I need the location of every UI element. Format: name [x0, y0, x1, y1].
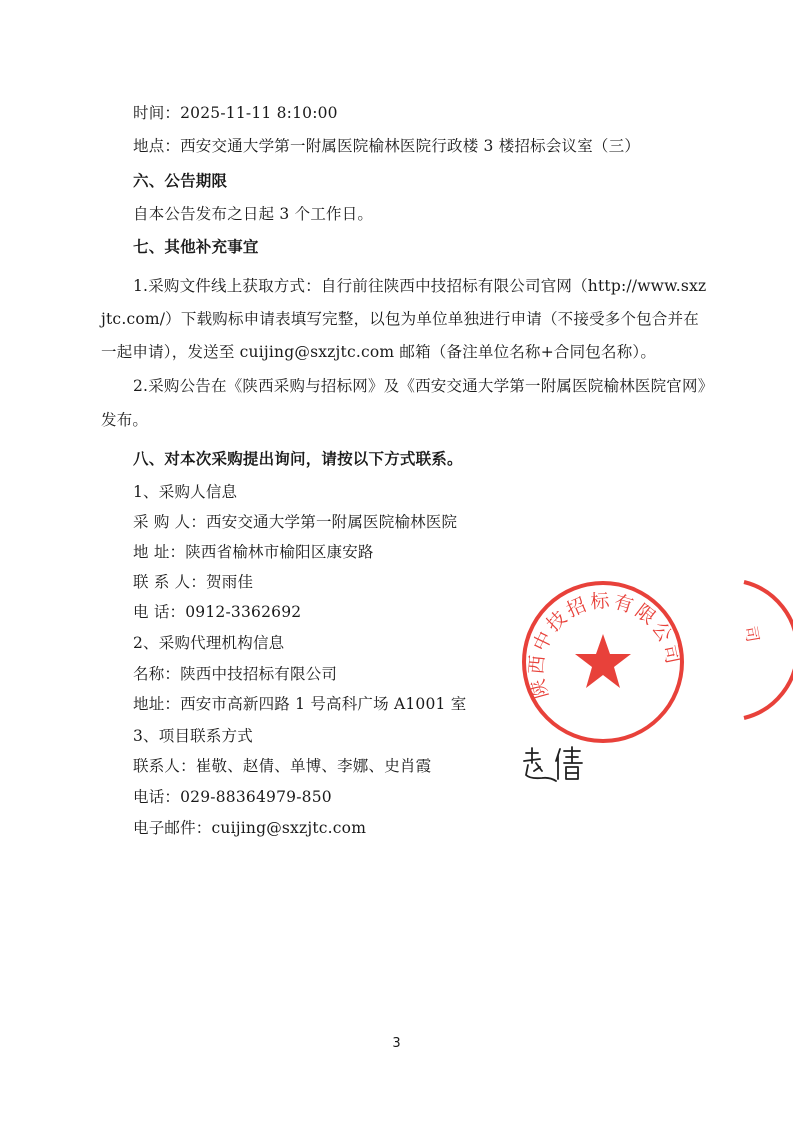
paragraph-line: 2.采购公告在《陕西采购与招标网》及《西安交通大学第一附属医院榆林医院官网》: [133, 377, 714, 395]
project-email: 电子邮件：cuijing@sxzjtc.com: [133, 819, 367, 837]
purchaser-phone: 电 话：0912-3362692: [133, 603, 302, 621]
purchaser-address: 地 址：陕西省榆林市榆阳区康安路: [133, 543, 374, 561]
notice-period: 自本公告发布之日起 3 个工作日。: [133, 205, 374, 223]
partial-seal-text: 司: [741, 624, 763, 644]
section-heading-eight: 八、对本次采购提出询问，请按以下方式联系。: [133, 449, 463, 468]
seal-star-icon: [575, 634, 631, 688]
section-heading-six: 六、公告期限: [133, 171, 228, 190]
paragraph-line: 发布。: [101, 411, 149, 429]
meeting-time: 时间：2025-11-11 8:10:00: [133, 104, 338, 122]
paragraph-line: 一起申请），发送至 cuijing@sxzjtc.com 邮箱（备注单位名称+合同包名称）。: [101, 343, 657, 361]
meeting-location: 地点：西安交通大学第一附属医院榆林医院行政楼 3 楼招标会议室（三）: [133, 137, 641, 155]
subheading-agency: 2、采购代理机构信息: [133, 634, 285, 652]
agency-address: 地址：西安市高新四路 1 号高科广场 A1001 室: [133, 695, 467, 713]
section-heading-seven: 七、其他补充事宜: [133, 237, 259, 256]
agency-name: 名称：陕西中技招标有限公司: [133, 665, 338, 683]
subheading-project-contact: 3、项目联系方式: [133, 727, 253, 745]
page-number: 3: [392, 1036, 401, 1051]
subheading-purchaser: 1、采购人信息: [133, 483, 238, 501]
company-seal-icon: [519, 578, 687, 746]
project-phone: 电话：029-88364979-850: [133, 788, 332, 806]
purchaser-contact: 联 系 人：贺雨佳: [133, 573, 254, 591]
paragraph-line: jtc.com/）下载购标申请表填写完整，以包为单位单独进行申请（不接受多个包合并在: [101, 310, 699, 328]
paragraph-line: 1.采购文件线上获取方式：自行前往陕西中技招标有限公司官网（http://www.sxz: [133, 277, 707, 295]
purchaser-name: 采 购 人：西安交通大学第一附属医院榆林医院: [133, 513, 458, 531]
partial-seal-icon: [730, 580, 793, 720]
project-contacts: 联系人：崔敬、赵倩、单博、李娜、史肖霞: [133, 757, 432, 775]
handwritten-signature: [520, 745, 588, 785]
seal-text: 陕西中技招标有限公司: [525, 589, 685, 701]
